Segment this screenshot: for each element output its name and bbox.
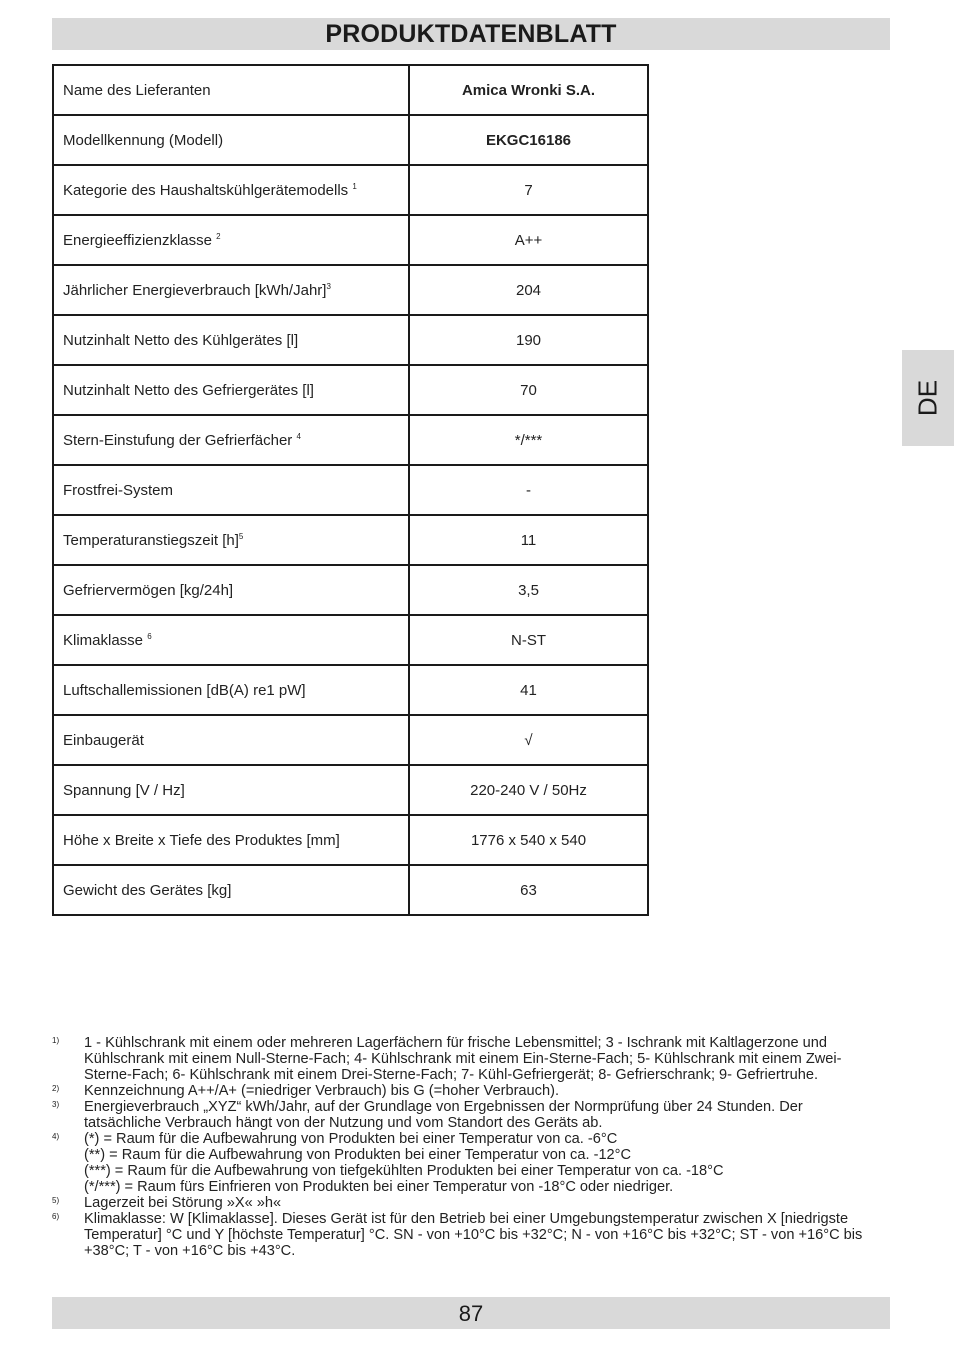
row-label-text: Stern-Einstufung der Gefrierfächer (63, 431, 297, 449)
row-label-text: Temperaturanstiegszeit [h] (63, 531, 239, 549)
row-value: 190 (409, 315, 648, 365)
row-label-text: Einbaugerät (63, 731, 144, 749)
footnote-ref: 6 (147, 631, 152, 641)
footnote-text (84, 1035, 882, 1083)
row-value: 63 (409, 865, 648, 915)
row-label-text: Modellkennung (Modell) (63, 131, 224, 149)
table-row (53, 865, 648, 915)
footnote-item (52, 1211, 882, 1259)
row-value: 204 (409, 265, 648, 315)
row-label (53, 565, 409, 615)
row-label-text: Nutzinhalt Netto des Gefriergerätes [l] (63, 381, 314, 399)
row-value: √ (409, 715, 648, 765)
footnote-line: (*) = Raum für die Aufbewahrung von Produkten bei einer Temperatur von ca. -6°C (84, 1131, 618, 1147)
footnote-line: (***) = Raum für die Aufbewahrung von tiefgekühlten Produkten bei einer Temperatur von ca. -18°C (84, 1163, 724, 1179)
row-label-text: Klimaklasse (63, 631, 148, 649)
table-row (53, 465, 648, 515)
row-label-text: Spannung [V / Hz] (63, 781, 185, 799)
table-row (53, 265, 648, 315)
footnote-line: 1 - Kühlschrank mit einem oder mehreren Lagerfächern für frische Lebensmittel; 3 - Ischrank mit Kaltlagerzone und Kühlschrank mit einem Null-Sterne-Fach; 4- Kühlschrank mit einem Ein-Sterne-Fach; 5- Kühlschrank mit einem Zwei-Sterne-Fach; 6- Kühlschrank mit einem Drei-Sterne-Fach; 7- Kühl-Gefriergerät; 8- Gefrierschrank; 9- Gefriertruhe. (84, 1035, 842, 1083)
table-row (53, 215, 648, 265)
footnote-ref: 3 (326, 281, 331, 291)
footnote-item (52, 1035, 882, 1083)
row-label (53, 465, 409, 515)
footnote-text (84, 1131, 882, 1195)
footnote-item (52, 1195, 882, 1211)
row-value: 41 (409, 665, 648, 715)
row-label-text: Kategorie des Haushaltskühlgerätemodells (63, 181, 353, 199)
row-label-text: Gewicht des Gerätes [kg] (63, 881, 232, 899)
row-label (53, 165, 409, 215)
footnote-ref: 5 (238, 531, 244, 541)
table-row (53, 715, 648, 765)
row-label (53, 715, 409, 765)
table-row (53, 815, 648, 865)
row-value: */*** (409, 415, 648, 465)
row-label (53, 815, 409, 865)
row-label (53, 765, 409, 815)
row-label (53, 265, 409, 315)
language-tab (902, 350, 954, 446)
page-title: PRODUKTDATENBLATT (52, 18, 890, 50)
row-label (53, 865, 409, 915)
row-value: 11 (409, 515, 648, 565)
footnote-text (84, 1099, 882, 1131)
footnote-number: 3) (52, 1100, 60, 1109)
footnote-text (84, 1195, 882, 1211)
row-value: Amica Wronki S.A. (409, 65, 648, 115)
footnote-item (52, 1131, 882, 1195)
row-label (53, 665, 409, 715)
row-value: - (409, 465, 648, 515)
footnote-text (84, 1211, 882, 1259)
footnote-line: Energieverbrauch „XYZ“ kWh/Jahr, auf der Grundlage von Ergebnissen der Normprüfung über 24 Stunden. Der tatsächliche Verbrauch hängt von der Nutzung und vom Standort des Geräts ab. (84, 1099, 803, 1131)
row-label-text: Nutzinhalt Netto des Kühlgerätes [l] (63, 331, 299, 349)
row-label-text: Gefriervermögen [kg/24h] (63, 581, 234, 599)
row-label-text: Energieeffizienzklasse (63, 231, 217, 249)
page-number: 87 (52, 1297, 890, 1329)
footnote-item (52, 1099, 882, 1131)
row-value: N-ST (409, 615, 648, 665)
footnote-number: 2) (52, 1084, 60, 1093)
footnote-line: Lagerzeit bei Störung »X« »h« (84, 1195, 282, 1211)
table-row (53, 65, 648, 115)
table-row (53, 115, 648, 165)
table-row (53, 565, 648, 615)
product-data-table (52, 64, 649, 916)
row-label (53, 115, 409, 165)
row-label-text: Jährlicher Energieverbrauch [kWh/Jahr] (63, 281, 327, 299)
row-label-text: Höhe x Breite x Tiefe des Produktes [mm] (63, 831, 340, 849)
table-row (53, 615, 648, 665)
footnote-ref: 4 (296, 431, 301, 441)
footnote-number: 1) (52, 1036, 60, 1045)
row-label (53, 615, 409, 665)
row-value: A++ (409, 215, 648, 265)
row-label-text: Name des Lieferanten (63, 81, 211, 99)
footnote-item (52, 1083, 882, 1099)
row-value: 220-240 V / 50Hz (409, 765, 648, 815)
row-value: 1776 x 540 x 540 (409, 815, 648, 865)
footnote-line: (*/***) = Raum fürs Einfrieren von Produkten bei einer Temperatur von -18°C oder niedriger. (84, 1179, 674, 1195)
row-value: 70 (409, 365, 648, 415)
row-label (53, 315, 409, 365)
row-value: 3,5 (409, 565, 648, 615)
footnote-ref: 1 (352, 181, 357, 191)
footnote-ref: 2 (216, 231, 221, 241)
row-label (53, 515, 409, 565)
row-value: EKGC16186 (409, 115, 648, 165)
row-label-text: Luftschallemissionen [dB(A) re1 pW] (63, 681, 306, 699)
row-label (53, 65, 409, 115)
table-row (53, 515, 648, 565)
footnote-number: 6) (52, 1212, 60, 1221)
table-row (53, 165, 648, 215)
table-row (53, 315, 648, 365)
language-tab-label: DE (912, 379, 943, 417)
row-label (53, 365, 409, 415)
table-row (53, 665, 648, 715)
footnotes (52, 1035, 882, 1259)
footnote-number: 5) (52, 1196, 60, 1205)
row-label (53, 215, 409, 265)
table-row (53, 415, 648, 465)
footnote-line: Kennzeichnung A++/A+ (=niedriger Verbrauch) bis G (=hoher Verbrauch). (84, 1083, 559, 1099)
table-row (53, 365, 648, 415)
footnote-line: (**) = Raum für die Aufbewahrung von Produkten bei einer Temperatur von ca. -12°C (84, 1147, 632, 1163)
table-row (53, 765, 648, 815)
footnote-line: Klimaklasse: W [Klimaklasse]. Dieses Gerät ist für den Betrieb bei einer Umgebungstemperatur zwischen X [niedrigste Temperatur] °C und Y [höchste Temperatur] °C. SN - von +10°C bis +32°C; N - von +16°C bis +32°C; ST - von +16°C bis +38°C; T - von +16°C bis +43°C. (84, 1211, 863, 1259)
row-label-text: Frostfrei-System (63, 481, 174, 499)
footnote-text (84, 1083, 882, 1099)
row-label (53, 415, 409, 465)
row-value: 7 (409, 165, 648, 215)
footnote-number: 4) (52, 1132, 60, 1141)
